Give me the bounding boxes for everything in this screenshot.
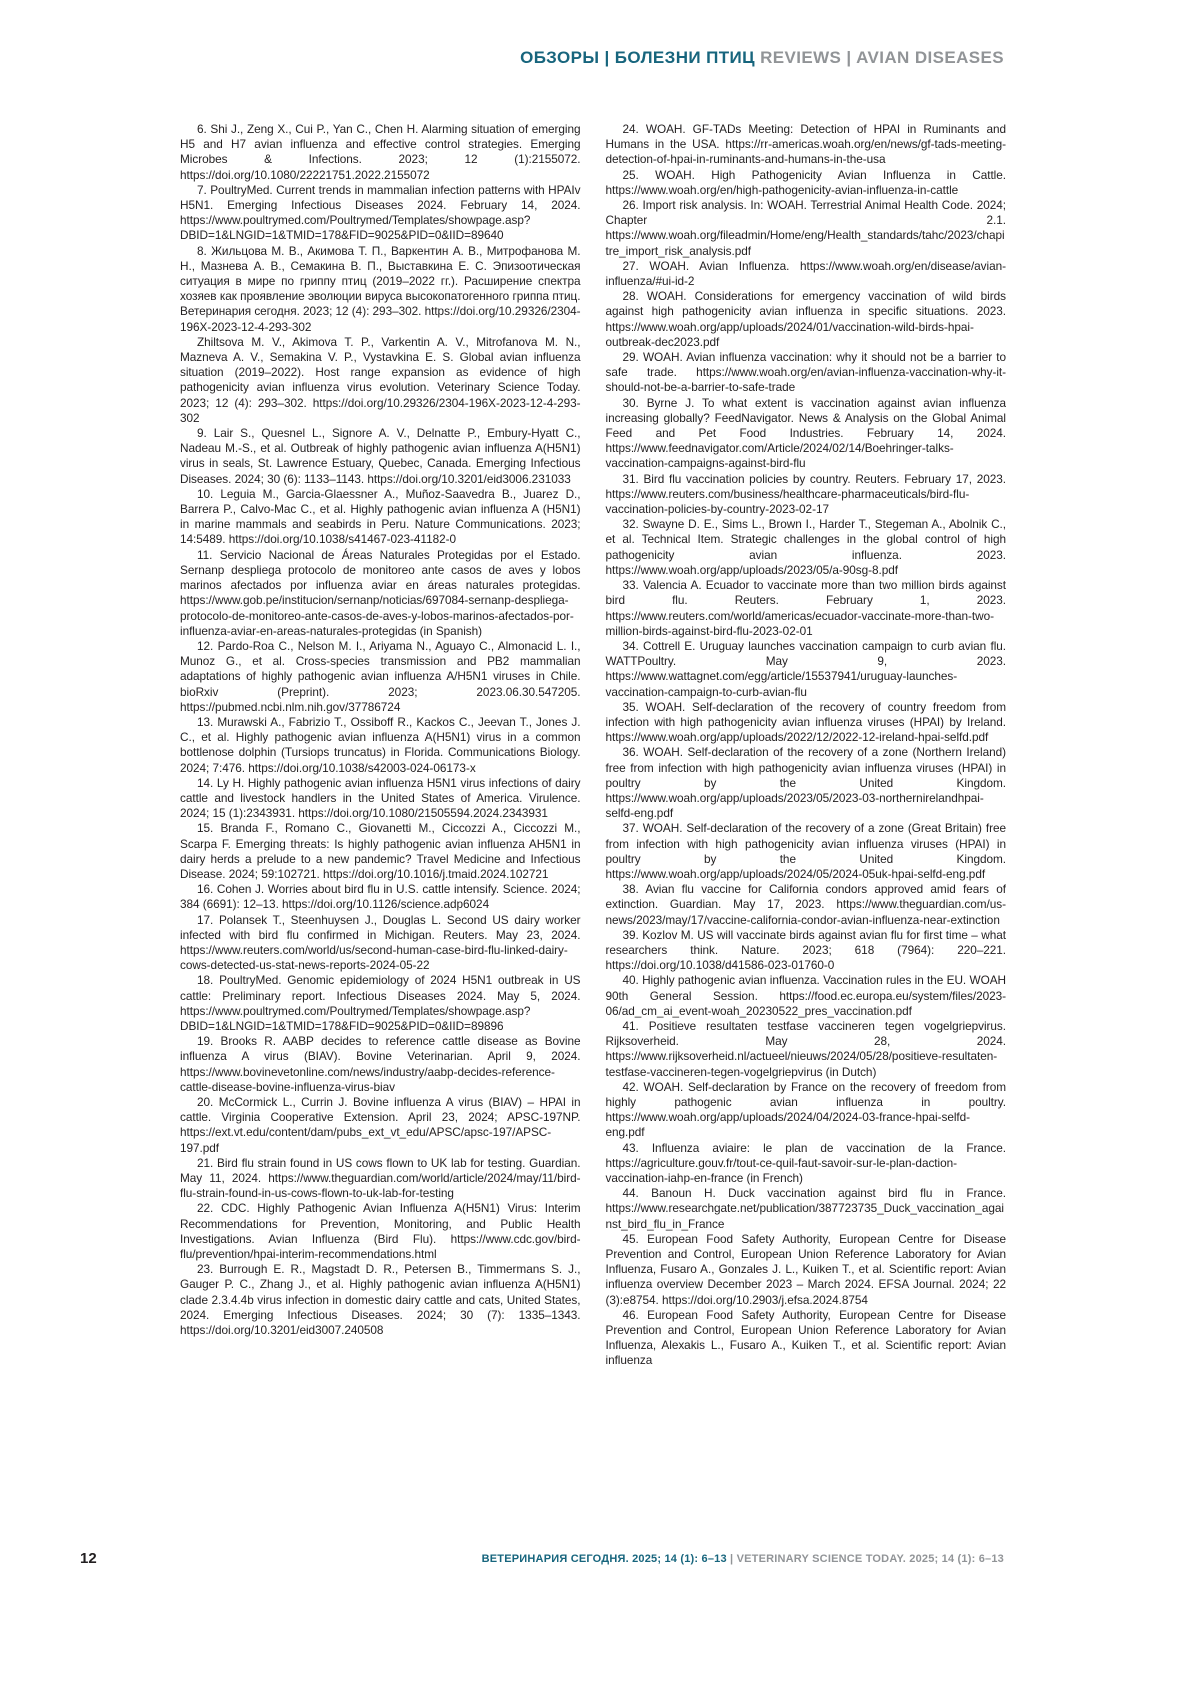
reference-entry: 36. WOAH. Self-declaration of the recovery of a zone (Northern Ireland) free from infection with high pathogenicity avian influenza viruses (HPAI) in poultry by the United Kingdom. https://www.woah.org/app/uploads/2023/05/2023-03-northernirelandhpai-selfd-eng.pdf [605, 745, 1006, 821]
reference-entry: Zhiltsova M. V., Akimova T. P., Varkentin A. V., Mitrofanova M. N., Mazneva A. V., Semakina V. P., Vystavkina E. S. Global avian influenza situation (2019–2022). Host range expansion as evidence of high pathogenicity avian influenza virus evolution. Veterinary Science Today. 2023; 12 (4): 293–302. https://doi.org/10.29326/2304-196X-2023-12-4-293-302 [180, 334, 581, 425]
reference-entry: 40. Highly pathogenic avian influenza. Vaccination rules in the EU. WOAH 90th General Session. https://food.ec.europa.eu/system/files/2023-06/ad_cm_ai_event-woah_20230522_pres_vaccination.pdf [605, 973, 1006, 1018]
reference-entry: 32. Swayne D. E., Sims L., Brown I., Harder T., Stegeman A., Abolnik C., et al. Technical Item. Strategic challenges in the global control of high pathogenicity avian influenza. 2023. https://www.woah.org/app/uploads/2023/05/a-90sg-8.pdf [605, 517, 1006, 577]
reference-entry: 24. WOAH. GF-TADs Meeting: Detection of HPAI in Ruminants and Humans in the USA. https://rr-americas.woah.org/en/news/gf-tads-meeting-detection-of-hpai-in-ruminants-and-humans-in-the-usa [605, 122, 1006, 167]
reference-entry: 8. Жильцова М. В., Акимова Т. П., Варкентин А. В., Митрофанова М. Н., Мазнева А. В., Семакина В. П., Выставкина Е. С. Эпизоотическая ситуация в мире по гриппу птиц (2019–2022 гг.). Расширение спектра хозяев как проявление эволюции вируса высокопатогенного гриппа птиц. Ветеринария сегодня. 2023; 12 (4): 293–302. https://doi.org/10.29326/2304-196X-2023-12-4-293-302 [180, 243, 581, 334]
reference-entry: 26. Import risk analysis. In: WOAH. Terrestrial Animal Health Code. 2024; Chapter 2.1. https://www.woah.org/fileadmin/Home/eng/Health_standards/tahc/2023/chapitre_import_risk_analysis.pdf [605, 198, 1006, 258]
reference-list [180, 122, 1006, 1536]
journal-line-separator: | [726, 1553, 737, 1565]
reference-entry: 46. European Food Safety Authority, European Centre for Disease Prevention and Control, European Union Reference Laboratory for Avian Influenza, Alexakis L., Fusaro A., Kuiken T., et al. Scientific report: Avian influenza [605, 1307, 1006, 1368]
section-title-en: REVIEWS | AVIAN DISEASES [760, 48, 1004, 67]
reference-entry: 14. Ly H. Highly pathogenic avian influenza H5N1 virus infections of dairy cattle and livestock handlers in the United States of America. Virulence. 2024; 15 (1):2343931. https://doi.org/10.1080/21505594.2024.2343931 [180, 775, 581, 821]
reference-entry: 30. Byrne J. To what extent is vaccination against avian influenza increasing globally? FeedNavigator. News & Analysis on the Global Animal Feed and Pet Food Industries. February 14, 2024. https://www.feednavigator.com/Article/2024/02/14/Boehringer-talks-vaccination-campaigns-against-bird-flu [605, 395, 1006, 471]
journal-line-ru: ВЕТЕРИНАРИЯ СЕГОДНЯ. 2025; 14 (1): 6–13 [481, 1553, 727, 1565]
reference-entry: 11. Servicio Nacional de Áreas Naturales Protegidas por el Estado. Sernanp despliega protocolo de monitoreo ante casos de aves y lobos marinos afectados por influenza aviar en áreas naturales protegidas. https://www.gob.pe/institucion/sernanp/noticias/697084-sernanp-despliega-protocolo-de-monitoreo-ante-casos-de-aves-y-lobos-marinos-afectados-por-influenza-aviar-en-areas-naturales-protegidas (in Spanish) [180, 547, 581, 638]
reference-entry: 31. Bird flu vaccination policies by country. Reuters. February 17, 2023. https://www.reuters.com/business/healthcare-pharmaceuticals/bird-flu-vaccination-policies-by-country-2023-02-17 [605, 471, 1006, 517]
reference-entry: 41. Positieve resultaten testfase vaccineren tegen vogelgriepvirus. Rijksoverheid. May 28, 2024. https://www.rijksoverheid.nl/actueel/nieuws/2024/05/28/positieve-resultaten-testfase-vaccineren-tegen-vogelgriepvirus (in Dutch) [605, 1018, 1006, 1079]
reference-entry: 6. Shi J., Zeng X., Cui P., Yan C., Chen H. Alarming situation of emerging H5 and H7 avian influenza and effective control strategies. Emerging Microbes & Infections. 2023; 12 (1):2155072. https://doi.org/10.1080/22221751.2022.2155072 [180, 122, 581, 182]
reference-entry: 12. Pardo-Roa C., Nelson M. I., Ariyama N., Aguayo C., Almonacid L. I., Munoz G., et al. Cross-species transmission and PB2 mammalian adaptations of highly pathogenic avian influenza A/H5N1 viruses in Chile. bioRxiv (Preprint). 2023; 2023.06.30.547205. https://pubmed.ncbi.nlm.nih.gov/37786724 [180, 638, 581, 714]
reference-entry: 22. CDC. Highly Pathogenic Avian Influenza A(H5N1) Virus: Interim Recommendations for Prevention, Monitoring, and Public Health Investigations. Avian Influenza (Bird Flu). https://www.cdc.gov/bird-flu/prevention/hpai-interim-recommendations.html [180, 1201, 581, 1262]
reference-entry: 35. WOAH. Self-declaration of the recovery of country freedom from infection with high pathogenicity avian influenza viruses (HPAI) by Ireland. https://www.woah.org/app/uploads/2022/12/2022-12-ireland-hpai-selfd.pdf [605, 699, 1006, 745]
reference-entry: 25. WOAH. High Pathogenicity Avian Influenza in Cattle. https://www.woah.org/en/high-pathogenicity-avian-influenza-in-cattle [605, 167, 1006, 197]
reference-entry: 27. WOAH. Avian Influenza. https://www.woah.org/en/disease/avian-influenza/#ui-id-2 [605, 258, 1006, 289]
reference-entry: 16. Cohen J. Worries about bird flu in U.S. cattle intensify. Science. 2024; 384 (6691): 12–13. https://doi.org/10.1126/science.adp6024 [180, 882, 581, 912]
journal-line [482, 1553, 1004, 1565]
reference-entry: 37. WOAH. Self-declaration of the recovery of a zone (Great Britain) free from infection with high pathogenicity avian influenza viruses (HPAI) in poultry by the United Kingdom. https://www.woah.org/app/uploads/2024/05/2024-05uk-hpai-selfd-eng.pdf [605, 821, 1006, 881]
reference-entry: 17. Polansek T., Steenhuysen J., Douglas L. Second US dairy worker infected with bird flu confirmed in Michigan. Reuters. May 23, 2024. https://www.reuters.com/world/us/second-human-case-bird-flu-linked-dairy-cows-detected-us-stat-news-reports-2024-05-22 [180, 912, 581, 973]
reference-entry: 18. PoultryMed. Genomic epidemiology of 2024 H5N1 outbreak in US cattle: Preliminary report. Infectious Diseases 2024. May 5, 2024. https://www.poultrymed.com/Poultrymed/Templates/showpage.asp?DBID=1&LNGID=1&TMID=178&FID=9025&PID=0&IID=89896 [180, 973, 581, 1033]
reference-entry: 42. WOAH. Self-declaration by France on the recovery of freedom from highly pathogenic avian influenza in poultry. https://www.woah.org/app/uploads/2024/04/2024-03-france-hpai-selfd-eng.pdf [605, 1079, 1006, 1140]
reference-entry: 13. Murawski A., Fabrizio T., Ossiboff R., Kackos C., Jeevan T., Jones J. C., et al. Highly pathogenic avian influenza A(H5N1) virus in a common bottlenose dolphin (Tursiops truncatus) in Florida. Communications Biology. 2024; 7:476. https://doi.org/10.1038/s42003-024-06173-x [180, 714, 581, 775]
reference-entry: 9. Lair S., Quesnel L., Signore A. V., Delnatte P., Embury-Hyatt C., Nadeau M.-S., et al. Outbreak of highly pathogenic avian influenza A(H5N1) virus in seals, St. Lawrence Estuary, Quebec, Canada. Emerging Infectious Diseases. 2024; 30 (6): 1133–1143. https://doi.org/10.3201/eid3006.231033 [180, 426, 581, 486]
reference-entry: 43. Influenza aviaire: le plan de vaccination de la France. https://agriculture.gouv.fr/tout-ce-quil-faut-savoir-sur-le-plan-daction-vaccination-iahp-en-france (in French) [605, 1140, 1006, 1186]
references-column-right [606, 122, 1007, 1536]
reference-entry: 34. Cottrell E. Uruguay launches vaccination campaign to curb avian flu. WATTPoultry. May 9, 2023. https://www.wattagnet.com/egg/article/15537941/uruguay-launches-vaccination-campaign-to-curb-avian-flu [605, 638, 1006, 699]
reference-entry: 19. Brooks R. AABP decides to reference cattle disease as Bovine influenza A virus (BIAV). Bovine Veterinarian. April 9, 2024. https://www.bovinevetonline.com/news/industry/aabp-decides-reference-cattle-disease-bovine-influenza-virus-biav [180, 1034, 581, 1094]
references-column-left [180, 122, 581, 1536]
reference-entry: 45. European Food Safety Authority, European Centre for Disease Prevention and Control, European Union Reference Laboratory for Avian Influenza, Fusaro A., Gonzales J. L., Kuiken T., et al. Scientific report: Avian influenza overview December 2023 – March 2024. EFSA Journal. 2024; 22 (3):e8754. https://doi.org/10.2903/j.efsa.2024.8754 [605, 1231, 1006, 1307]
reference-entry: 23. Burrough E. R., Magstadt D. R., Petersen B., Timmermans S. J., Gauger P. C., Zhang J., et al. Highly pathogenic avian influenza A(H5N1) clade 2.3.4.4b virus infection in domestic dairy cattle and cats, United States, 2024. Emerging Infectious Diseases. 2024; 30 (7): 1335–1343. https://doi.org/10.3201/eid3007.240508 [180, 1262, 581, 1338]
reference-entry: 20. McCormick L., Currin J. Bovine influenza A virus (BIAV) – HPAI in cattle. Virginia Cooperative Extension. April 23, 2024; APSC-197NP. https://ext.vt.edu/content/dam/pubs_ext_vt_edu/APSC/apsc-197/APSC-197.pdf [180, 1095, 581, 1155]
reference-entry: 38. Avian flu vaccine for California condors approved amid fears of extinction. Guardian. May 17, 2023. https://www.theguardian.com/us-news/2023/may/17/vaccine-california-condor-avian-influenza-near-extinction [605, 882, 1006, 927]
reference-entry: 39. Kozlov M. US will vaccinate birds against avian flu for first time – what researchers think. Nature. 2023; 618 (7964): 220–221. https://doi.org/10.1038/d41586-023-01760-0 [605, 927, 1006, 973]
reference-entry: 44. Banoun H. Duck vaccination against bird flu in France. https://www.researchgate.net/publication/387723735_Duck_vaccination_against_bird_flu_in_France [605, 1186, 1006, 1231]
reference-entry: 15. Branda F., Romano C., Giovanetti M., Ciccozzi A., Ciccozzi M., Scarpa F. Emerging threats: Is highly pathogenic avian influenza AH5N1 in dairy herds a prelude to a new pandemic? Travel Medicine and Infectious Disease. 2024; 59:102721. https://doi.org/10.1016/j.tmaid.2024.102721 [180, 821, 581, 881]
section-title-ru: ОБЗОРЫ | БОЛЕЗНИ ПТИЦ [520, 48, 755, 67]
reference-entry: 10. Leguia M., Garcia-Glaessner A., Muñoz-Saavedra B., Juarez D., Barrera P., Calvo-Mac C., et al. Highly pathogenic avian influenza A (H5N1) in marine mammals and seabirds in Peru. Nature Communications. 2023; 14:5489. https://doi.org/10.1038/s41467-023-41182-0 [180, 486, 581, 547]
reference-entry: 28. WOAH. Considerations for emergency vaccination of wild birds against high pathogenicity avian influenza in specific situations. 2023. https://www.woah.org/app/uploads/2024/01/vaccination-wild-birds-hpai-outbreak-dec2023.pdf [605, 289, 1006, 349]
journal-line-en: VETERINARY SCIENCE TODAY. 2025; 14 (1): 6–13 [736, 1553, 1004, 1565]
page-number: 12 [80, 1550, 97, 1567]
reference-entry: 7. PoultryMed. Current trends in mammalian infection patterns with HPAIv H5N1. Emerging Infectious Diseases 2024. February 14, 2024. https://www.poultrymed.com/Poultrymed/Templates/showpage.asp?DBID=1&LNGID=1&TMID=178&FID=9025&PID=0&IID=89640 [180, 182, 581, 243]
reference-entry: 21. Bird flu strain found in US cows flown to UK lab for testing. Guardian. May 11, 2024. https://www.theguardian.com/world/article/2024/may/11/bird-flu-strain-found-in-us-cows-flown-to-uk-lab-for-testing [180, 1155, 581, 1201]
running-head [0, 48, 1004, 68]
reference-entry: 29. WOAH. Avian influenza vaccination: why it should not be a barrier to safe trade. https://www.woah.org/en/avian-influenza-vaccination-why-it-should-not-be-a-barrier-to-safe-trade [605, 350, 1006, 395]
page-footer [0, 1550, 1200, 1580]
reference-entry: 33. Valencia A. Ecuador to vaccinate more than two million birds against bird flu. Reuters. February 1, 2023. https://www.reuters.com/world/americas/ecuador-vaccinate-more-than-two-million-birds-against-bird-flu-2023-02-01 [605, 578, 1006, 638]
